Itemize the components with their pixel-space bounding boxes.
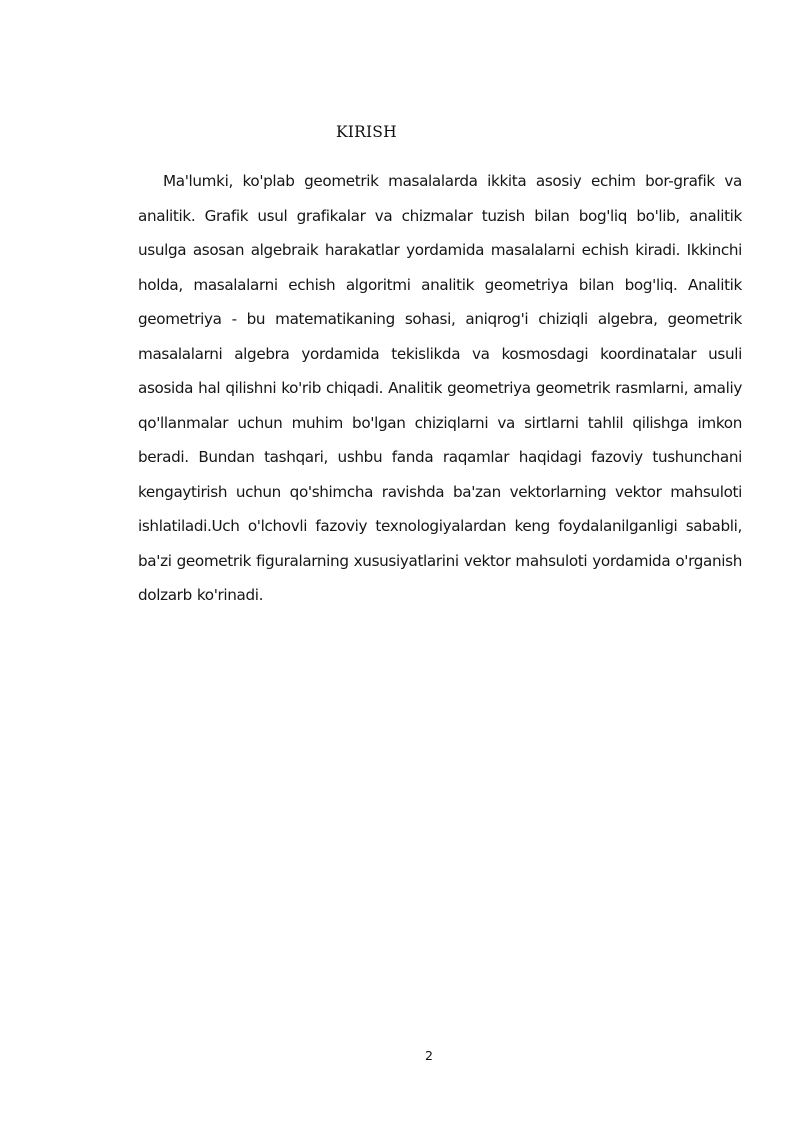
body-paragraph: Ma'lumki, ko'plab geometrik masalalarda ikkita asosiy echim bor-grafik va analitik. Grafik usul grafikalar va chizmalar tuzish bilan bog'liq bo'lib, analitik usulga asosan algebraik harakatlar yordamida masalalarni echish kiradi. Ikkinchi holda, masalalarni echish algoritmi analitik geometriya bilan bog'liq. Analitik geometriya - bu matematikaning sohasi, aniqrog'i chiziqli algebra, geometrik masalalarni algebra yordamida tekislikda va kosmosdagi koordinatalar usuli asosida hal qilishni ko'rib chiqadi. Analitik geometriya geometrik rasmlarni, amaliy qo'llanmalar uchun muhim bo'lgan chiziqlarni va sirtlarni tahlil qilishga imkon beradi. Bundan tashqari, ushbu fanda raqamlar haqidagi fazoviy tushunchani kengaytirish uchun qo'shimcha ravishda ba'zan vektorlarning vektor mahsuloti ishlatiladi.Uch o'lchovli fazoviy texnologiyalardan keng foydalanilganligi sababli, ba'zi geometrik figuralarning xususiyatlarini vektor mahsuloti yordamida o'rganish dolzarb ko'rinadi. [138, 172, 742, 604]
section-heading: KIRISH [336, 123, 397, 141]
page-number: 2 [425, 1048, 433, 1063]
